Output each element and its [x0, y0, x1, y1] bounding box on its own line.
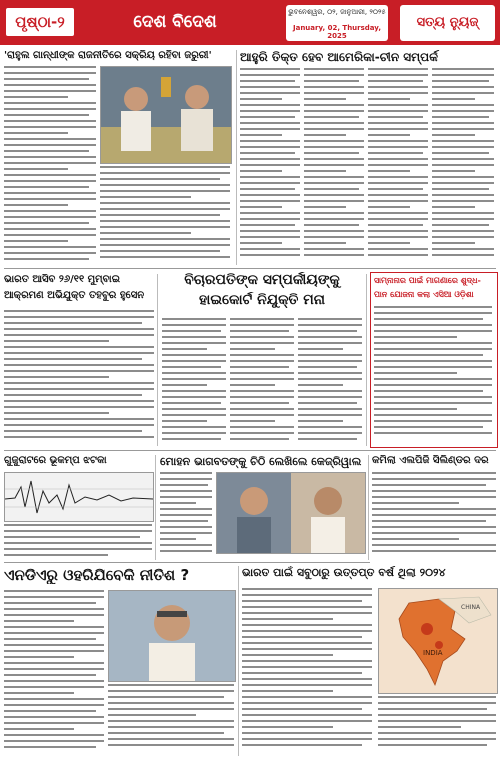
india-heat-headline: ଭାରତ ପାଇଁ ସବୁଠାରୁ ଉତ୍ତପ୍ତ ବର୍ଷ ଥିଲା ୨୦୨୪	[242, 566, 446, 579]
judges-body-col3	[298, 318, 362, 446]
cylinder-body	[372, 472, 496, 558]
map-label-india: INDIA	[423, 649, 443, 657]
masthead	[0, 0, 500, 45]
judges-headline-line1: ବିଚାରପତିଙ୍କ ସମ୍ପର୍କୀୟଙ୍କୁ	[184, 272, 340, 288]
judges-headline-line2: ହାଇକୋର୍ଟ ନିଯୁକ୍ତି ମନା	[198, 292, 326, 308]
date-english: January, 02, Thursday, 2025	[293, 24, 381, 40]
india-heat-body-col1	[242, 588, 372, 754]
nitish-body-col1	[4, 590, 104, 754]
page-number-label: ପୃଷ୍ଠା-୨	[6, 8, 74, 36]
usa-china-headline: ଆହୁରି ତିକ୍ତ ହେବ ଆମେରିକା-ଚୀନ ସମ୍ପର୍କ	[240, 50, 438, 64]
rahul-body-col1	[4, 66, 96, 266]
earthquake-body	[4, 524, 152, 558]
rahul-photo	[100, 66, 232, 164]
date-odia: ଭୁବନେଶ୍ୱର, ୦୨, ଜାନୁଆରୀ, ୨୦୨୫	[288, 8, 386, 16]
india-heat-map	[378, 588, 498, 694]
mumbai-headline-line1: ଭାରତ ଆସିବ ୨୬/୧୧ ମୁମ୍ବାଇ	[4, 274, 121, 285]
pm-scheme-headline-line1: ସାମ୍ନାନାର ପାଇଁ ମାଗଣାରେ ଶୁଦ୍ଧ-	[374, 276, 481, 285]
mumbai-headline-line2: ଆକ୍ରମଣ ଅଭିଯୁକ୍ତ ତହବୁର ହୁସେନ	[4, 290, 145, 301]
judges-body-col2	[230, 318, 294, 446]
mohan-headline: ମୋହନ ଭାଗବତଙ୍କୁ ଚିଠି ଲେଖିଲେ କେଜ୍ରିୱାଲ	[160, 455, 362, 468]
usa-china-body-col2	[304, 68, 364, 264]
nitish-body-col2	[108, 684, 234, 754]
usa-china-body-col1	[240, 68, 300, 264]
mumbai-body	[4, 310, 154, 446]
usa-china-body-col3	[368, 68, 428, 264]
section-title: ଦେଶ ବିଦେଶ	[133, 12, 217, 32]
india-heat-body-col2	[378, 696, 496, 754]
nitish-photo	[108, 590, 236, 682]
map-label-china: CHINA	[461, 604, 481, 611]
earthquake-headline: ଗୁଜୁରାଟରେ ଭୂକମ୍ପ ଝଟକା	[4, 455, 107, 466]
mohan-kejriwal-photo	[216, 472, 366, 554]
judges-body-col1	[162, 318, 226, 446]
pm-scheme-body	[374, 306, 492, 442]
rahul-body-col2	[100, 166, 230, 266]
dateline-box	[286, 5, 388, 41]
cylinder-headline: କମିଲା ଏଲପିଜି ସିଲିଣ୍ଡର ଦର	[372, 455, 489, 466]
pm-scheme-headline-line2: ପାନ ଯୋଜନା କଲା ଏସିଆ ଓଡ଼ିଶା	[374, 290, 474, 299]
nitish-headline: ଏନଡିଏରୁ ଓହରିଯିବେକି ନୀତିଶ ?	[4, 566, 190, 584]
rahul-headline: 'ରାହୁଲ ଗାନ୍ଧୀଙ୍କ ରାଜନୀତିରେ ସକ୍ରିୟ ରହିବା ଜରୁରୀ'	[4, 50, 212, 61]
usa-china-body-col4	[432, 68, 494, 264]
seismograph-photo	[4, 472, 154, 522]
brand-logo: ସତ୍ୟ ନ୍ୟୁଜ୍	[400, 5, 495, 41]
mohan-body-col1	[160, 472, 212, 558]
